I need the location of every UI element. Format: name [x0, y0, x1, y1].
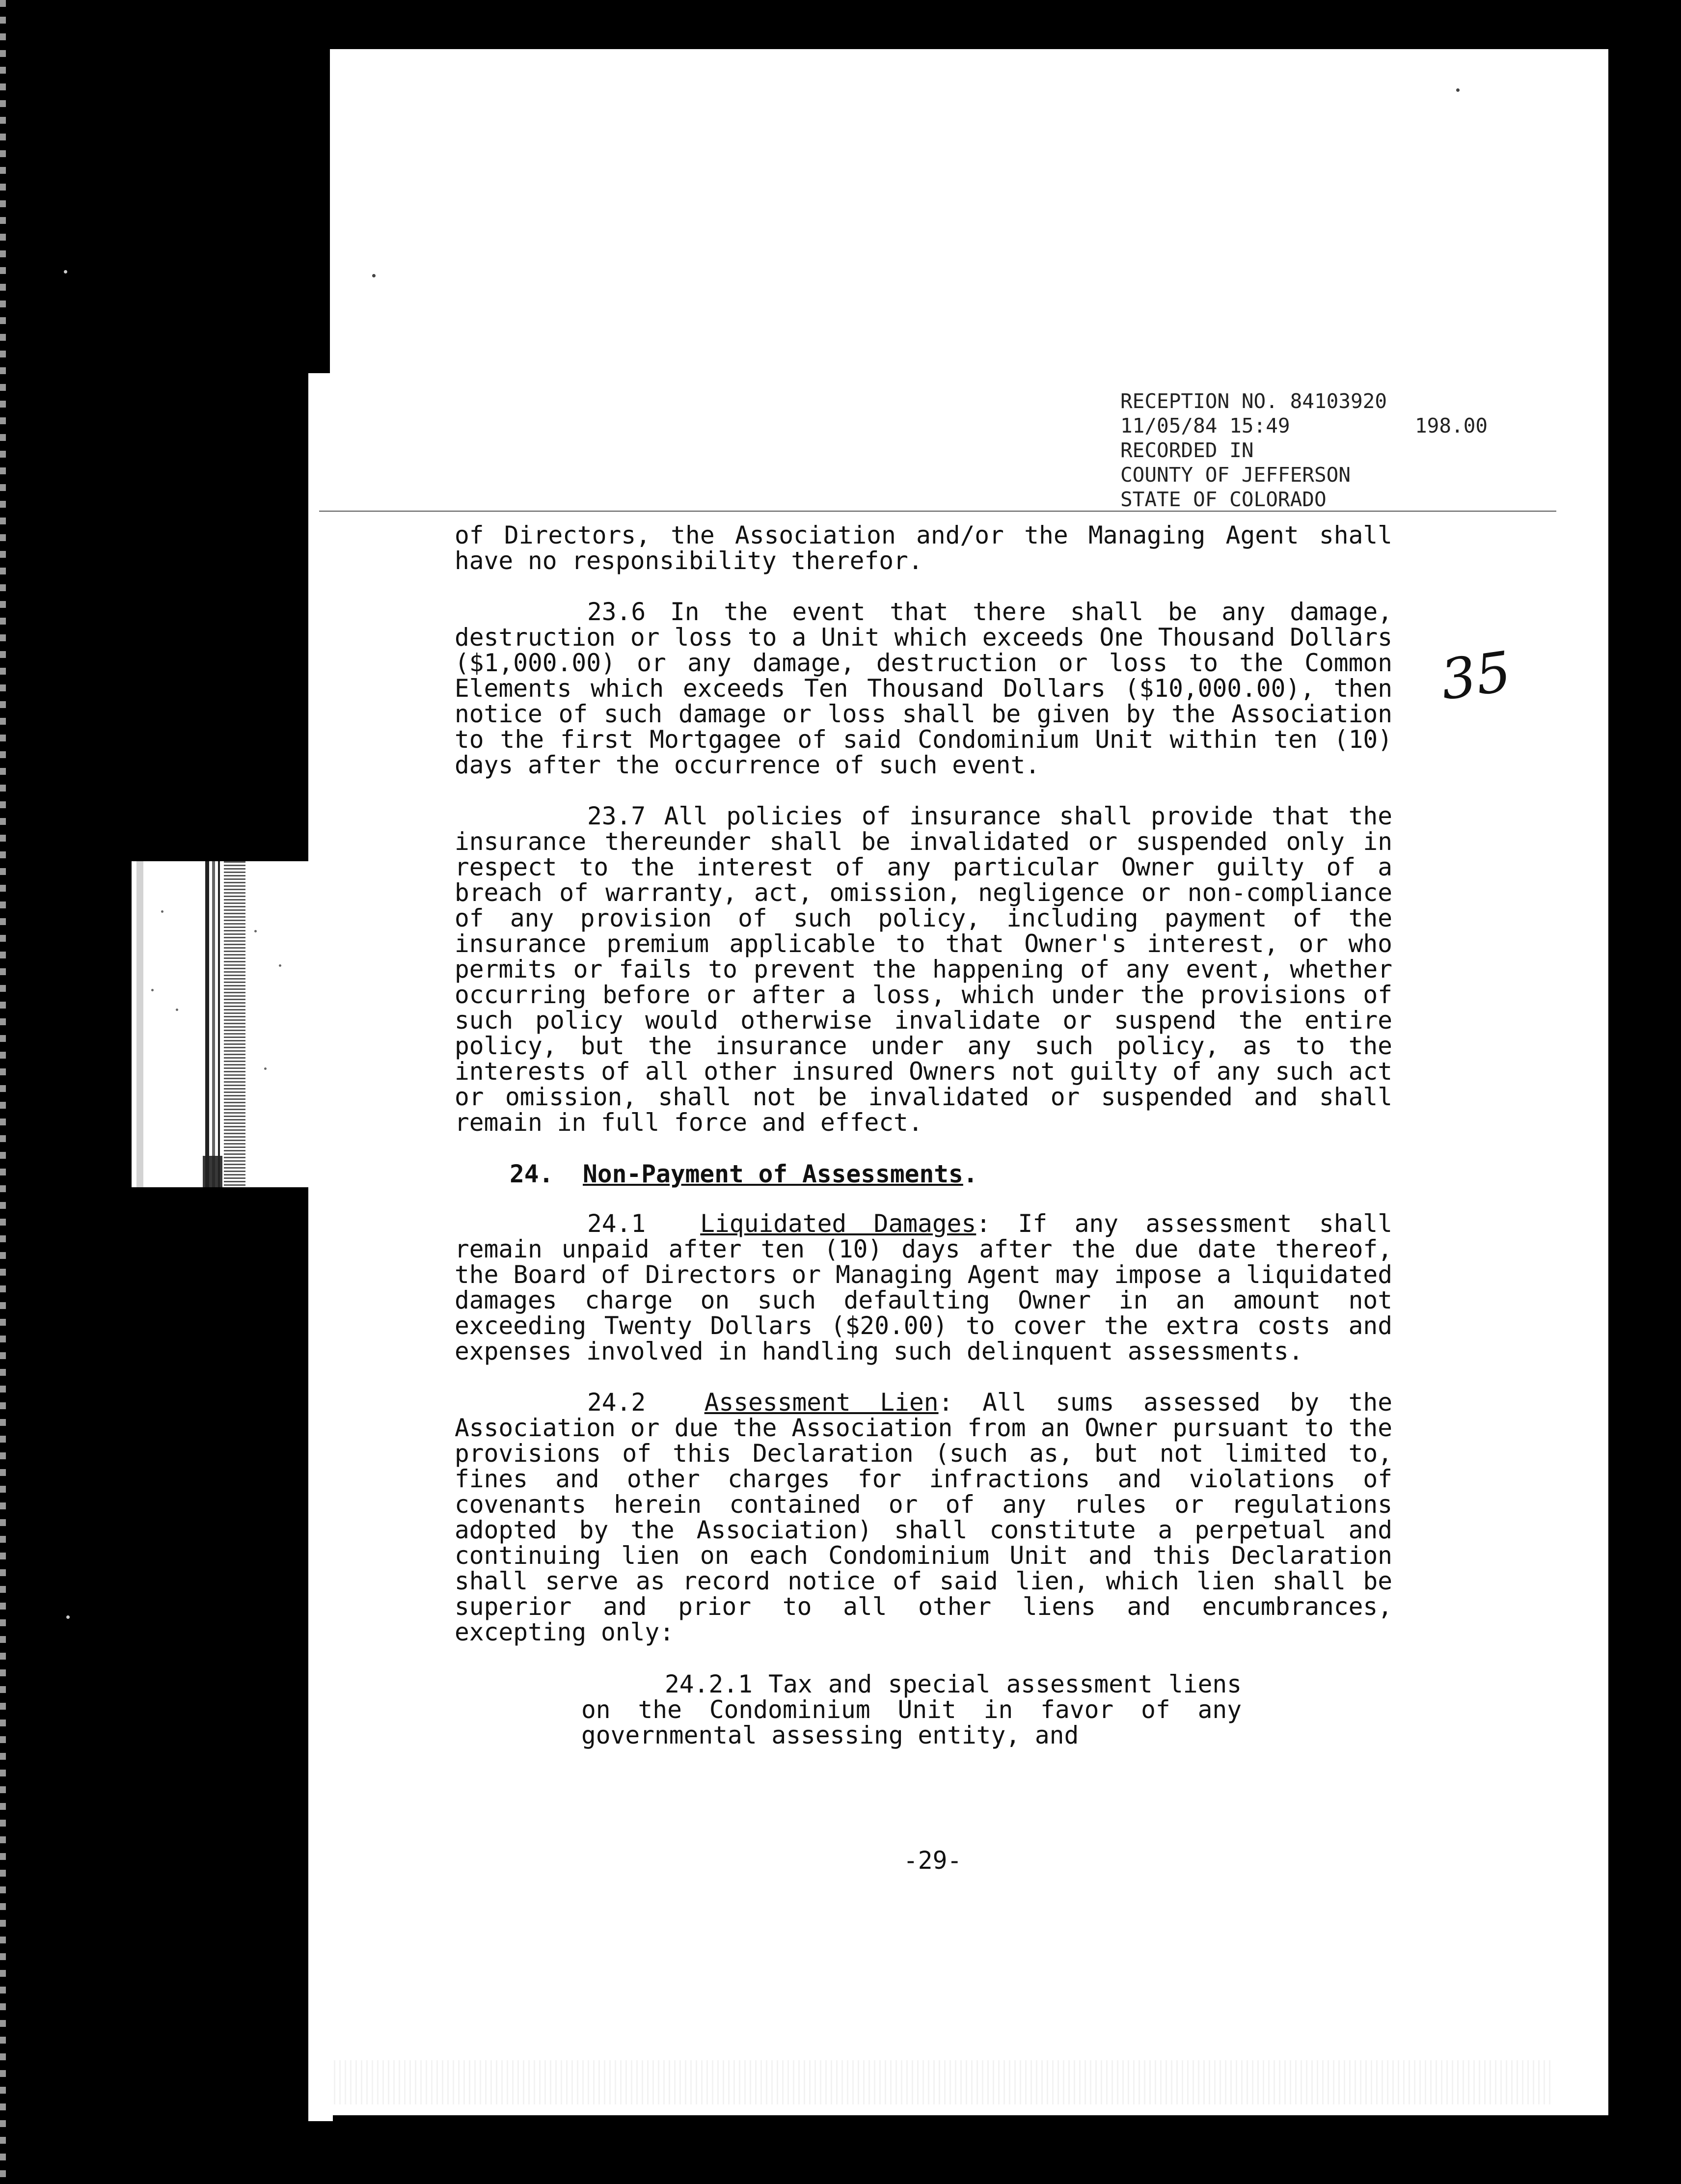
- scan-left-edge: [0, 0, 6, 2184]
- page-number: -29-: [903, 1846, 962, 1875]
- paragraph-24-2: [455, 1390, 1392, 1645]
- paragraph-23-6-text: 23.6 In the event that there shall be any damage, destruction or loss to a Unit which exceeds One Thousand Dollars ($1,000.00) or any damage, destruction or loss to the Common Elements which exceeds Ten Thousand Dollars ($10,000.00), then notice of such damage or loss shall be given by the Association to the first Mortgagee of said Condominium Unit within ten (10) days after the occurrence of such event.: [455, 598, 1392, 779]
- continuation-text: of Directors, the Association and/or the Managing Agent shall have no responsibility therefor.: [455, 521, 1392, 575]
- page-left-margin: [308, 373, 333, 2121]
- scan-bottom-noise: [334, 2060, 1551, 2104]
- section-24-number: 24.: [510, 1160, 554, 1188]
- scan-speck: [254, 930, 257, 932]
- paragraph-23-6: [455, 599, 1392, 778]
- paragraph-23-7-text: 23.7 All policies of insurance shall provide that the insurance thereunder shall be invalidated or suspended only in respect to the interest of any particular Owner guilty of a breach of warranty, act, omission, negligence or non-compliance of any provision of such policy, including payment of the insurance premium applicable to that Owner's interest, or who permits or fails to prevent the happening of any event, whether occurring before or after a loss, which under the provisions of such policy would otherwise invalidate or suspend the entire policy, but the insurance under any such policy, as to the interests of all other insured Owners not guilty of any such act or omission, shall not be invalidated or suspended and shall remain in full force and effect.: [455, 802, 1392, 1137]
- scan-bar: [212, 861, 215, 1187]
- paragraph-24-1-text: [455, 1211, 1392, 1364]
- scan-speck: [161, 910, 163, 913]
- continuation-paragraph: [455, 522, 1392, 573]
- section-24-heading: [510, 1160, 978, 1188]
- scan-speck: [66, 1615, 70, 1619]
- scan-bar: [203, 1156, 222, 1187]
- scan-speck: [64, 270, 67, 273]
- recorded-in: RECORDED IN: [1120, 438, 1254, 462]
- paragraph-23-7: [455, 803, 1392, 1135]
- paragraph-24-1-body: : If any assessment shall remain unpaid after ten (10) days after the due date thereof, the Board of Directors or Managing Agent may impose a liquidated damages charge on such defaulting Owner in an amount not exceeding Twenty Dollars ($20.00) to cover the extra costs and expenses involved in handling such delinquent assessments.: [455, 1209, 1392, 1365]
- paragraph-24-2-text: [455, 1390, 1392, 1645]
- paragraph-24-2-1: [581, 1671, 1242, 1748]
- scan-bar: [205, 861, 209, 1187]
- scan-speck: [176, 1009, 178, 1011]
- state: STATE OF COLORADO: [1120, 488, 1327, 511]
- scan-speck: [279, 964, 281, 967]
- paragraph-24-2-body: : All sums assessed by the Association or due the Association from an Owner pursuant to the provisions of this Declaration (such as, but not limited to, fines and other charges for infractions and violations of covenants herein contained or of any rules or regulations adopted by the Association) shall constitute a perpetual and continuing lien on each Condominium Unit and this Declaration shall serve as record notice of said lien, which lien shall be superior and prior to all other liens and encumbrances, excepting only:: [455, 1388, 1392, 1646]
- recording-datetime: 11/05/84 15:49: [1120, 414, 1290, 437]
- section-24-title: Non-Payment of Assessments: [583, 1160, 963, 1188]
- county: COUNTY OF JEFFERSON: [1120, 463, 1351, 487]
- paragraph-24-1-number: 24.1: [587, 1209, 646, 1238]
- recording-fee: 198.00: [1415, 414, 1488, 437]
- recording-stamp: [1120, 389, 1488, 512]
- scan-bar: [136, 861, 143, 1187]
- scan-bar: [218, 861, 220, 1187]
- reception-number: RECEPTION NO. 84103920: [1120, 389, 1387, 413]
- scan-speck: [151, 989, 154, 991]
- section-24-period: .: [963, 1160, 978, 1188]
- scan-speck: [264, 1067, 267, 1070]
- scan-speck: [1456, 88, 1460, 92]
- paragraph-24-1: [455, 1211, 1392, 1364]
- paragraph-24-1-title: Liquidated Damages: [700, 1209, 976, 1238]
- paragraph-24-2-title: Assessment Lien: [704, 1388, 939, 1417]
- paragraph-24-2-1-text: 24.2.1 Tax and special assessment liens on the Condominium Unit in favor of any governmental assessing entity, and: [581, 1670, 1242, 1749]
- scan-artifact-strip: [132, 861, 308, 1187]
- paragraph-24-2-number: 24.2: [587, 1388, 646, 1417]
- scan-noise: [224, 861, 245, 1187]
- scan-speck: [372, 274, 376, 277]
- handwritten-page-mark: 35: [1437, 639, 1515, 713]
